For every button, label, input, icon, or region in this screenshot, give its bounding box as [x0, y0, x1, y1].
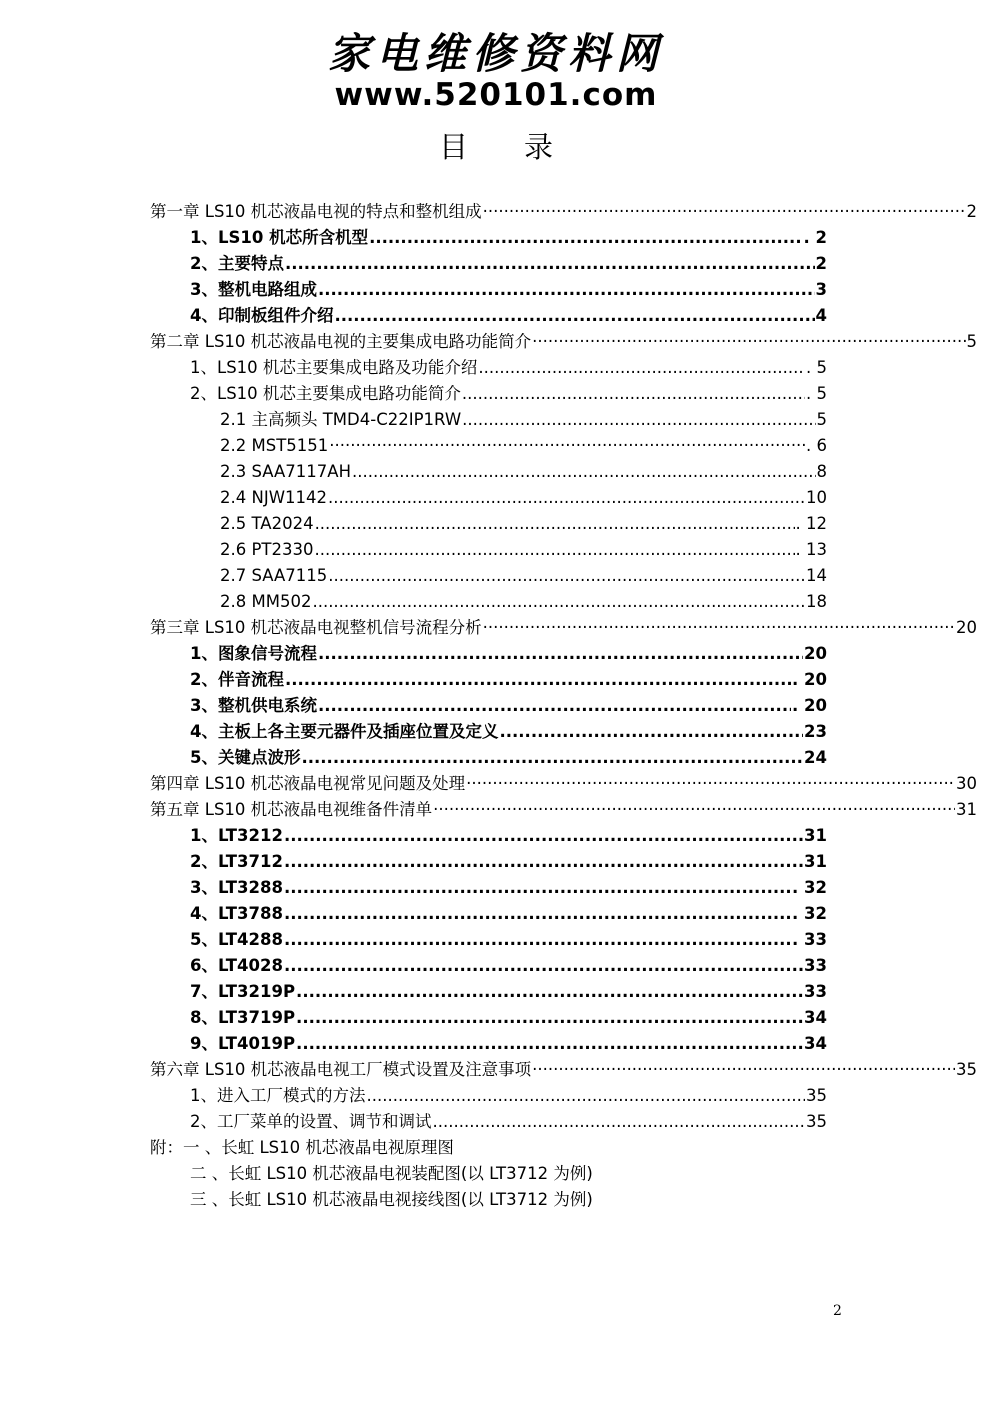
- toc-dot-leader: [318, 693, 791, 719]
- toc-entry[interactable]: [0, 329, 977, 355]
- toc-dot-leader: [285, 667, 791, 693]
- toc-dot-leader: [532, 1057, 955, 1083]
- toc-entry[interactable]: [0, 563, 827, 589]
- toc-entry[interactable]: [0, 615, 977, 641]
- toc-entry[interactable]: [0, 225, 827, 251]
- appendix-entry-label: 附：一 、长虹 LS10 机芯液晶电视原理图: [150, 1138, 454, 1157]
- toc-entry[interactable]: [0, 849, 827, 875]
- toc-dot-leader: [315, 511, 795, 537]
- toc-entry-label: 2.5 TA2024: [220, 514, 314, 533]
- toc-entry-label: 3、整机电路组成: [190, 280, 317, 299]
- toc-entry[interactable]: [0, 485, 827, 511]
- toc-entry-page: 2: [815, 254, 827, 273]
- toc-entry[interactable]: [0, 511, 827, 537]
- toc-entry[interactable]: [0, 953, 827, 979]
- toc-entry-page: 35: [956, 1060, 977, 1079]
- toc-dot-leader: [483, 199, 966, 225]
- toc-entry-page: 34: [804, 1034, 827, 1053]
- toc-entry-label: 7、LT3219P: [190, 982, 296, 1001]
- appendix-entry: [0, 1161, 992, 1187]
- toc-entry-label: 第四章 LS10 机芯液晶电视常见问题及处理: [150, 774, 466, 793]
- toc-dot-leader: [352, 459, 816, 485]
- toc-dot-leader: [296, 1005, 803, 1031]
- toc-entry-label: 2、LS10 机芯主要集成电路功能简介: [190, 384, 461, 403]
- toc-entry-page: 34: [804, 1008, 827, 1027]
- toc-entry-page: . 5: [806, 358, 827, 377]
- toc-dot-leader: [296, 1031, 803, 1057]
- toc-entry[interactable]: [0, 979, 827, 1005]
- site-url-watermark: www.520101.com: [334, 77, 658, 113]
- toc-entry-page: 31: [804, 826, 827, 845]
- toc-dot-leader: [284, 849, 803, 875]
- toc-entry-page: 5: [966, 332, 977, 351]
- toc-entry-label: 4、主板上各主要元器件及插座位置及定义: [190, 722, 499, 741]
- toc-entry[interactable]: [0, 1057, 977, 1083]
- toc-dot-leader: [285, 251, 815, 277]
- toc-dot-leader: [284, 901, 791, 927]
- toc-dot-leader: [315, 537, 795, 563]
- toc-entry-label: 1、LS10 机芯主要集成电路及功能介绍: [190, 358, 478, 377]
- toc-entry[interactable]: [0, 641, 827, 667]
- toc-dot-leader: [466, 771, 955, 797]
- toc-entry[interactable]: [0, 381, 827, 407]
- toc-entry-label: 2、LT3712: [190, 852, 283, 871]
- toc-entry-page: 30: [956, 774, 977, 793]
- toc-dot-leader: [318, 277, 815, 303]
- toc-entry[interactable]: [0, 199, 977, 225]
- toc-entry-label: 8、LT3719P: [190, 1008, 296, 1027]
- toc-entry-label: 第三章 LS10 机芯液晶电视整机信号流程分析: [150, 618, 482, 637]
- toc-entry[interactable]: [0, 1109, 827, 1135]
- toc-entry[interactable]: [0, 303, 827, 329]
- toc-entry-label: 第一章 LS10 机芯液晶电视的特点和整机组成: [150, 202, 482, 221]
- toc-entry[interactable]: [0, 693, 827, 719]
- page-title: 目录: [438, 130, 609, 164]
- toc-entry[interactable]: [0, 537, 827, 563]
- appendix-entry: [0, 1187, 992, 1213]
- toc-dot-leader: [532, 329, 965, 355]
- toc-entry-page: 24: [804, 748, 827, 767]
- appendix-entry-label: 三 、长虹 LS10 机芯液晶电视接线图(以 LT3712 为例): [190, 1190, 593, 1209]
- toc-entry[interactable]: [0, 667, 827, 693]
- toc-entry-label: 5、关键点波形: [190, 748, 301, 767]
- toc-entry[interactable]: [0, 277, 827, 303]
- toc-entry[interactable]: [0, 355, 827, 381]
- toc-dot-leader: [318, 641, 803, 667]
- toc-entry[interactable]: [0, 589, 827, 615]
- toc-dot-leader: [433, 797, 955, 823]
- toc-entry-page: . 13: [795, 540, 827, 559]
- toc-dot-leader: [334, 303, 814, 329]
- toc-entry-page: 20: [956, 618, 977, 637]
- toc-entry-label: 2.4 NJW1142: [220, 488, 328, 507]
- toc-entry-page: 8: [816, 462, 827, 481]
- toc-dot-leader: [462, 407, 815, 433]
- toc-dot-leader: [301, 745, 803, 771]
- toc-entry-page: 35: [806, 1112, 827, 1131]
- toc-dot-leader: [369, 225, 802, 251]
- toc-entry-label: 第五章 LS10 机芯液晶电视维备件清单: [150, 800, 433, 819]
- toc-dot-leader: [284, 953, 803, 979]
- toc-entry-page: 33: [804, 982, 827, 1001]
- toc-dot-leader: [462, 381, 805, 407]
- toc-entry-label: 第六章 LS10 机芯液晶电视工厂模式设置及注意事项: [150, 1060, 532, 1079]
- toc-entry-label: 第二章 LS10 机芯液晶电视的主要集成电路功能简介: [150, 332, 532, 351]
- toc-entry-page: 3: [815, 280, 827, 299]
- toc-entry[interactable]: [0, 719, 827, 745]
- toc-dot-leader: [328, 485, 805, 511]
- toc-entry-page: 23: [804, 722, 827, 741]
- toc-entry[interactable]: [0, 407, 827, 433]
- toc-entry-label: 2.1 主高频头 TMD4-C22IP1RW: [220, 410, 462, 429]
- toc-entry-page: . 6: [806, 436, 827, 455]
- toc-entry-page: 18: [806, 592, 827, 611]
- toc-entry-label: 6、LT4028: [190, 956, 283, 975]
- toc-dot-leader: [284, 927, 791, 953]
- toc-entry-page: 14: [806, 566, 827, 585]
- toc-dot-leader: [284, 875, 791, 901]
- toc-entry-label: 1、LT3212: [190, 826, 283, 845]
- toc-entry-label: 1、进入工厂模式的方法: [190, 1086, 366, 1105]
- toc-entry[interactable]: [0, 927, 827, 953]
- toc-entry[interactable]: [0, 823, 827, 849]
- site-name-watermark: 家电维修资料网: [327, 29, 664, 78]
- toc-entry-page: 33: [804, 956, 827, 975]
- toc-dot-leader: [478, 355, 805, 381]
- toc-entry-page: . 20: [792, 696, 827, 715]
- toc-entry[interactable]: [0, 1031, 827, 1057]
- toc-entry-page: . 32: [792, 878, 827, 897]
- toc-dot-leader: [312, 589, 805, 615]
- toc-entry-label: 2.6 PT2330: [220, 540, 314, 559]
- table-of-contents: [0, 199, 992, 1213]
- toc-entry-label: 2.2 MST5151: [220, 436, 329, 455]
- toc-entry-page: 4: [815, 306, 827, 325]
- toc-entry-label: 4、印制板组件介绍: [190, 306, 334, 325]
- toc-entry[interactable]: [0, 433, 827, 459]
- toc-entry-page: 31: [956, 800, 977, 819]
- toc-entry-page: . 12: [795, 514, 827, 533]
- toc-entry-page: 5: [816, 410, 827, 429]
- toc-entry-page: . 32: [792, 904, 827, 923]
- toc-dot-leader: [367, 1083, 806, 1109]
- appendix-entry: [0, 1135, 992, 1161]
- toc-dot-leader: [433, 1109, 806, 1135]
- toc-dot-leader: [328, 563, 805, 589]
- toc-entry-page: 20: [804, 644, 827, 663]
- toc-dot-leader: [483, 615, 955, 641]
- toc-entry-label: 2.7 SAA7115: [220, 566, 328, 585]
- toc-dot-leader: [284, 823, 803, 849]
- appendix-entry-label: 二 、长虹 LS10 机芯液晶电视装配图(以 LT3712 为例): [190, 1164, 593, 1183]
- toc-dot-leader: [499, 719, 803, 745]
- toc-entry[interactable]: [0, 1083, 827, 1109]
- toc-entry-page: 10: [806, 488, 827, 507]
- toc-entry-page: 31: [804, 852, 827, 871]
- toc-entry-page: 2: [966, 202, 977, 221]
- toc-entry[interactable]: [0, 875, 827, 901]
- toc-dot-leader: [329, 433, 805, 459]
- toc-entry[interactable]: [0, 797, 977, 823]
- toc-entry-label: 9、LT4019P: [190, 1034, 296, 1053]
- toc-entry[interactable]: [0, 1005, 827, 1031]
- toc-entry[interactable]: [0, 901, 827, 927]
- toc-entry-label: 3、LT3288: [190, 878, 283, 897]
- toc-entry-page: . 2: [803, 228, 827, 247]
- toc-entry-label: 5、LT4288: [190, 930, 283, 949]
- toc-entry-label: 2、伴音流程: [190, 670, 284, 689]
- toc-entry[interactable]: [0, 771, 977, 797]
- toc-entry-label: 3、整机供电系统: [190, 696, 317, 715]
- toc-entry[interactable]: [0, 459, 827, 485]
- toc-entry-page: 35: [806, 1086, 827, 1105]
- toc-entry-label: 1、LS10 机芯所含机型: [190, 228, 369, 247]
- toc-entry-label: 2.8 MM502: [220, 592, 312, 611]
- toc-entry-page: . 5: [806, 384, 827, 403]
- toc-entry-label: 4、LT3788: [190, 904, 283, 923]
- toc-entry-page: . 20: [792, 670, 827, 689]
- toc-entry-page: . 33: [792, 930, 827, 949]
- page-number: 2: [833, 1303, 842, 1319]
- toc-entry[interactable]: [0, 745, 827, 771]
- toc-entry-label: 2.3 SAA7117AH: [220, 462, 351, 481]
- toc-entry-label: 2、工厂菜单的设置、调节和调试: [190, 1112, 432, 1131]
- toc-dot-leader: [296, 979, 803, 1005]
- toc-entry[interactable]: [0, 251, 827, 277]
- toc-entry-label: 1、图象信号流程: [190, 644, 317, 663]
- toc-entry-label: 2、主要特点: [190, 254, 284, 273]
